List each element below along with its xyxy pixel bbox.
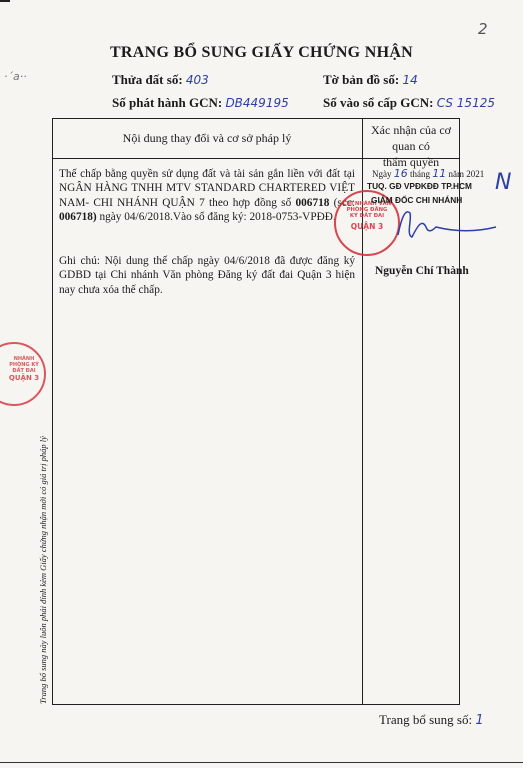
mortgage-text-a: Thế chấp bằng quyền sử dụng đất và tài sản gắn liền với đất tại NGÂN HÀNG TNHH MTV STANDARD CHARTERED VIỆT NAM- CHI NHÁNH QUẬN 7 theo hợp đồng số [59,168,355,209]
margin-initial: N [495,170,512,195]
note-paragraph: Ghi chú: Nội dung thế chấp ngày 04/6/2018 đã được đăng ký GDBD tại Chi nhánh Văn phòng Đăng ký đất đai Quận 3 hiện nay chưa xóa thế chấp. [59,255,355,296]
issue-number-label: Số phát hành GCN: [112,95,223,110]
registry-number-label: Số vào sổ cấp GCN: [323,95,434,110]
contract-number: 006718 [295,196,330,209]
mortgage-text-b: (scc: [329,196,355,209]
confirmation-column-header [363,122,459,171]
supplement-page-number: 1 [475,713,484,728]
map-sheet-label: Tờ bản đồ số: [323,72,400,87]
signer-position: GIÁM ĐỐC CHI NHÁNH [371,195,463,205]
handwritten-signature [392,205,502,245]
confirmation-header-line1: Xác nhận của cơ quan có [371,123,451,154]
map-sheet-field [323,72,418,88]
confirmation-header-line2: thẩm quyền [382,155,440,170]
side-legal-note: Trang bổ sung này luôn phải đính kèm Giấy chứng nhận mới có giá trị pháp lý [38,436,48,704]
confirmation-date [372,167,484,180]
date-thang-label: tháng [410,169,430,179]
date-nam-label: năm 2021 [448,169,485,179]
parcel-number-value: 403 [185,73,209,87]
date-month: 11 [432,167,447,180]
document-title: TRANG BỔ SUNG GIẤY CHỨNG NHẬN [109,44,414,61]
edge-seal-ring-text: NHÁNH PHÒNG KÝ ĐẤT ĐAI [9,356,39,374]
signer-name: Nguyễn Chí Thành [375,265,469,277]
issue-number-field [112,95,289,111]
mortgage-paragraph [59,167,355,225]
main-seal-ring-text: CHI NHÁNH VĂN PHÒNG ĐĂNG KÝ ĐẤT ĐAI [342,201,392,220]
date-ngay-label: Ngày [372,169,392,179]
page-footer [379,712,484,728]
mortgage-text-c: ngày 04/6/2018.Vào sổ đăng ký: 2018-0753-VPĐĐ. [96,211,336,224]
map-sheet-value: 14 [402,73,418,87]
main-seal-district: QUẬN 3 [350,222,384,232]
content-column-header: Nội dung thay đổi và cơ sở pháp lý [122,131,292,145]
registry-number-field [323,95,495,111]
footer-label: Trang bổ sung số: [379,712,473,727]
page-bottom-line [0,762,523,763]
corner-page-number: 2 [478,20,488,38]
edge-official-seal [0,342,46,406]
parcel-number-field [112,72,209,88]
date-day: 16 [393,167,408,180]
corner-mark [0,0,10,2]
scribble-mark: ·´a·· [4,70,27,83]
parcel-number-label: Thửa đất số: [112,72,183,87]
confirming-office: TUQ. GĐ VPĐKĐĐ TP.HCM [367,181,472,191]
scc-number: 006718) [59,211,97,224]
issue-number-value: DB449195 [225,96,289,110]
registry-number-value: CS 15125 [436,96,495,110]
edge-seal-district: QUẬN 3 [8,374,40,382]
